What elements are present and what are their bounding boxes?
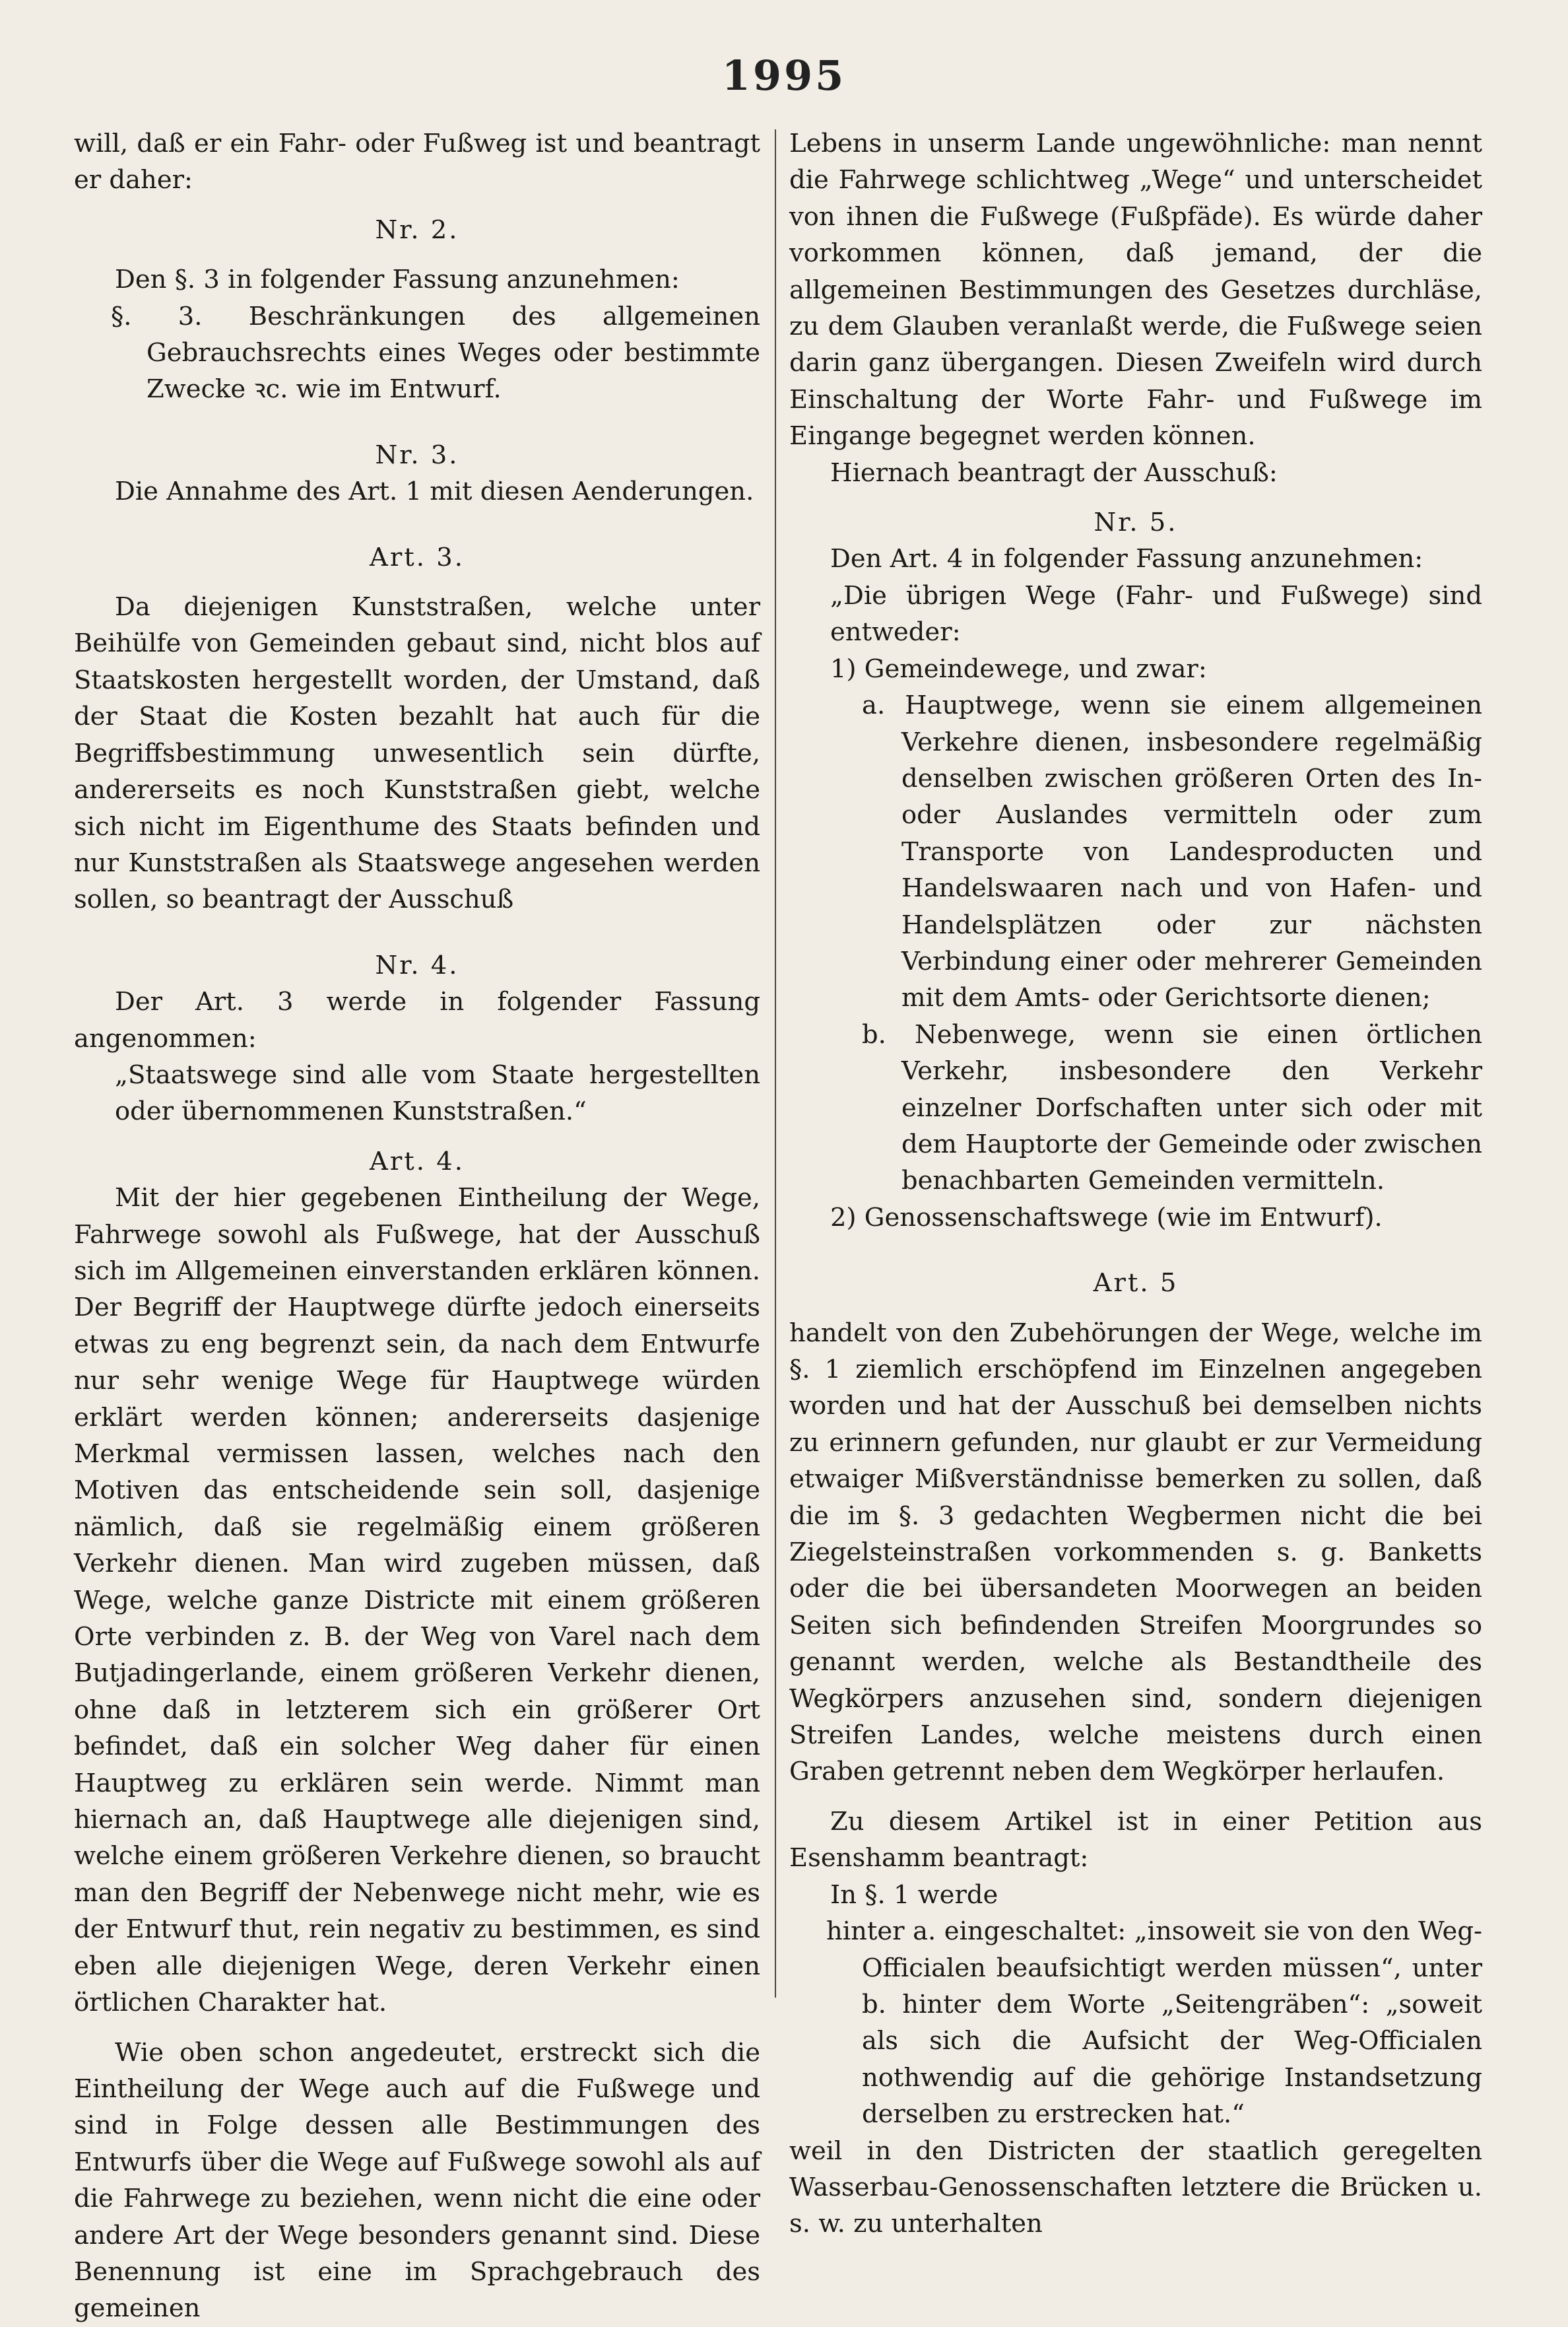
art4-paragraph-1: Mit der hier gegebenen Eintheilung der Wege, Fahrwege sowohl als Fußwege, hat der Ausschuß sich im Allgemeinen einverstanden erklären können. Der Begriff der Hauptwege dürfte jedoch einerseits etwas zu eng begrenzt sein, da nach dem Entwurfe nur sehr wenige Wege für Hauptwege würden erklärt werden können; andererseits dasjenige Merkmal vermissen lassen, welches nach den Motiven das entscheidende sein soll, dasjenige nämlich, daß sie regelmäßig einem größeren Verkehr dienen. Man wird zugeben müssen, daß Wege, welche ganze Districte mit einem größeren Orte verbinden z. B. der Weg von Varel nach dem Butjadingerlande, einem größeren Verkehr dienen, ohne daß in letzterem sich ein größerer Ort befindet, daß ein solcher Weg daher für einen Hauptweg zu erklären sein werde. Nimmt man hiernach an, daß Hauptwege alle diejenigen sind, welche einem größeren Verkehre dienen, so braucht man den Begriff der Nebenwege nicht mehr, wie es der Entwurf thut, rein negativ zu bestimmen, es sind eben alle diejenigen Wege, deren Verkehr einen örtlichen Charakter hat. [74, 1183, 760, 2018]
petition-in-2: hinter a. eingeschaltet: „insoweit sie von den Weg-Officialen beaufsichtigt werden müssen“, unter b. hinter dem Worte „Seitengräben“: „soweit als sich die Aufsicht der Weg-Officialen nothwendig auf die gehörige Instandsetzung derselben zu erstrecken hat.“ [826, 1916, 1482, 2130]
art5-heading: Art. 5 [1093, 1268, 1179, 1298]
nr5-heading: Nr. 5. [1094, 508, 1178, 538]
left-column [74, 125, 760, 2327]
art4-paragraph-2: Wie oben schon angedeutet, erstreckt sich die Eintheilung der Wege auch auf die Fußwege und sind in Folge dessen alle Bestimmungen des Entwurfs über die Wege auf Fußwege sowohl als auf die Fahrwege zu beziehen, wenn nicht die eine oder andere Art der Wege besonders genannt sind. Diese Benennung ist eine im Sprachgebrauch des gemeinen [74, 2037, 760, 2324]
item-1a: a. Hauptwege, wenn sie einem allgemeinen Verkehre dienen, insbesondere regelmäßig denselben zwischen größeren Orten des In- oder Auslandes vermitteln oder zum Transporte von Landesproducten und Handelswaaren nach und von Hafen- und Handelsplätzen oder zur nächsten Verbindung einer oder mehrerer Gemeinden mit dem Amts- oder Gerichtsorte dienen; [862, 691, 1482, 1013]
column-divider [775, 129, 776, 1998]
nr4-heading: Nr. 4. [375, 950, 459, 980]
nr4-quote: „Staatswege sind alle vom Staate hergestellten oder übernommenen Kunststraßen.“ [115, 1060, 760, 1127]
nr3-heading: Nr. 3. [375, 440, 459, 470]
hiernach-line: Hiernach beantragt der Ausschuß: [830, 457, 1278, 488]
petition-in-1: In §. 1 werde [830, 1879, 998, 1910]
art3-paragraph: Da diejenigen Kunststraßen, welche unter Beihülfe von Gemeinden gebaut sind, nicht blos auf Staatskosten hergestellt worden, der Umstand, daß der Staat die Kosten bezahlt hat auch für die Begriffsbestimmung unwesentlich sein dürfte, andererseits es noch Kunststraßen giebt, welche sich nicht im Eigenthume des Staats befinden und nur Kunststraßen als Staatswege angesehen werden sollen, so beantragt der Ausschuß [74, 592, 760, 915]
item-2: 2) Genossenschaftswege (wie im Entwurf). [830, 1202, 1383, 1232]
nr5-quote: „Die übrigen Wege (Fahr- und Fußwege) sind entweder: [830, 580, 1482, 648]
page-number: 1995 [721, 51, 847, 100]
nr4-text: Der Art. 3 werde in folgender Fassung angenommen: [74, 987, 760, 1054]
art4-heading: Art. 4. [370, 1146, 465, 1176]
nr2-text: Den §. 3 in folgender Fassung anzunehmen: [115, 265, 680, 295]
intro-paragraph: will, daß er ein Fahr- oder Fußweg ist und beantragt er daher: [74, 129, 760, 195]
weil-paragraph: weil in den Districten der staatlich geregelten Wasserbau-Genossenschaften letztere die Brücken u. s. w. zu unterhalten [789, 2136, 1482, 2239]
nr5-text: Den Art. 4 in folgender Fassung anzunehmen: [830, 544, 1423, 574]
nr2-heading: Nr. 2. [375, 215, 459, 245]
art3-heading: Art. 3. [370, 542, 465, 572]
petition-paragraph: Zu diesem Artikel ist in einer Petition aus Esenshamm beantragt: [789, 1806, 1482, 1873]
item-1b: b. Nebenwege, wenn sie einen örtlichen Verkehr, insbesondere den Verkehr einzelner Dorfschaften unter sich oder mit dem Hauptorte der Gemeinde oder zwischen benachbarten Gemeinden vermitteln. [862, 1019, 1482, 1196]
nr2-quote: §. 3. Beschränkungen des allgemeinen Gebrauchsrechts eines Weges oder bestimmte Zwecke ꝛc. wie im Entwurf. [111, 301, 760, 405]
art5-paragraph: handelt von den Zubehörungen der Wege, welche im §. 1 ziemlich erschöpfend im Einzelnen angegeben worden und hat der Ausschuß bei demselben nichts zu erinnern gefunden, nur glaubt er zur Vermeidung etwaiger Mißverständnisse bemerken zu sollen, daß die im §. 3 gedachten Wegbermen nicht die bei Ziegelsteinstraßen vorkommenden s. g. Banketts oder die bei übersandeten Moorwegen an beiden Seiten sich befindenden Streifen Moorgrundes so genannt werden, welche als Bestandtheile des Wegkörpers anzusehen sind, sondern diejenigen Streifen Landes, welche meistens durch einen Graben getrennt neben dem Wegkörper herlaufen. [789, 1318, 1482, 1787]
continued-paragraph: Lebens in unserm Lande ungewöhnliche: man nennt die Fahrwege schlichtweg „Wege“ und unterscheidet von ihnen die Fußwege (Fußpfäde). Es würde daher vorkommen können, daß jemand, der die allgemeinen Bestimmungen des Gesetzes durchläse, zu dem Glauben veranlaßt werde, die Fußwege seien darin ganz übergangen. Diesen Zweifeln wird durch Einschaltung der Worte Fahr- und Fußwege im Eingange begegnet werden können. [789, 129, 1482, 452]
nr3-text: Die Annahme des Art. 1 mit diesen Aenderungen. [115, 477, 754, 507]
item-1: 1) Gemeindewege, und zwar: [830, 654, 1207, 684]
right-column [789, 125, 1482, 2243]
